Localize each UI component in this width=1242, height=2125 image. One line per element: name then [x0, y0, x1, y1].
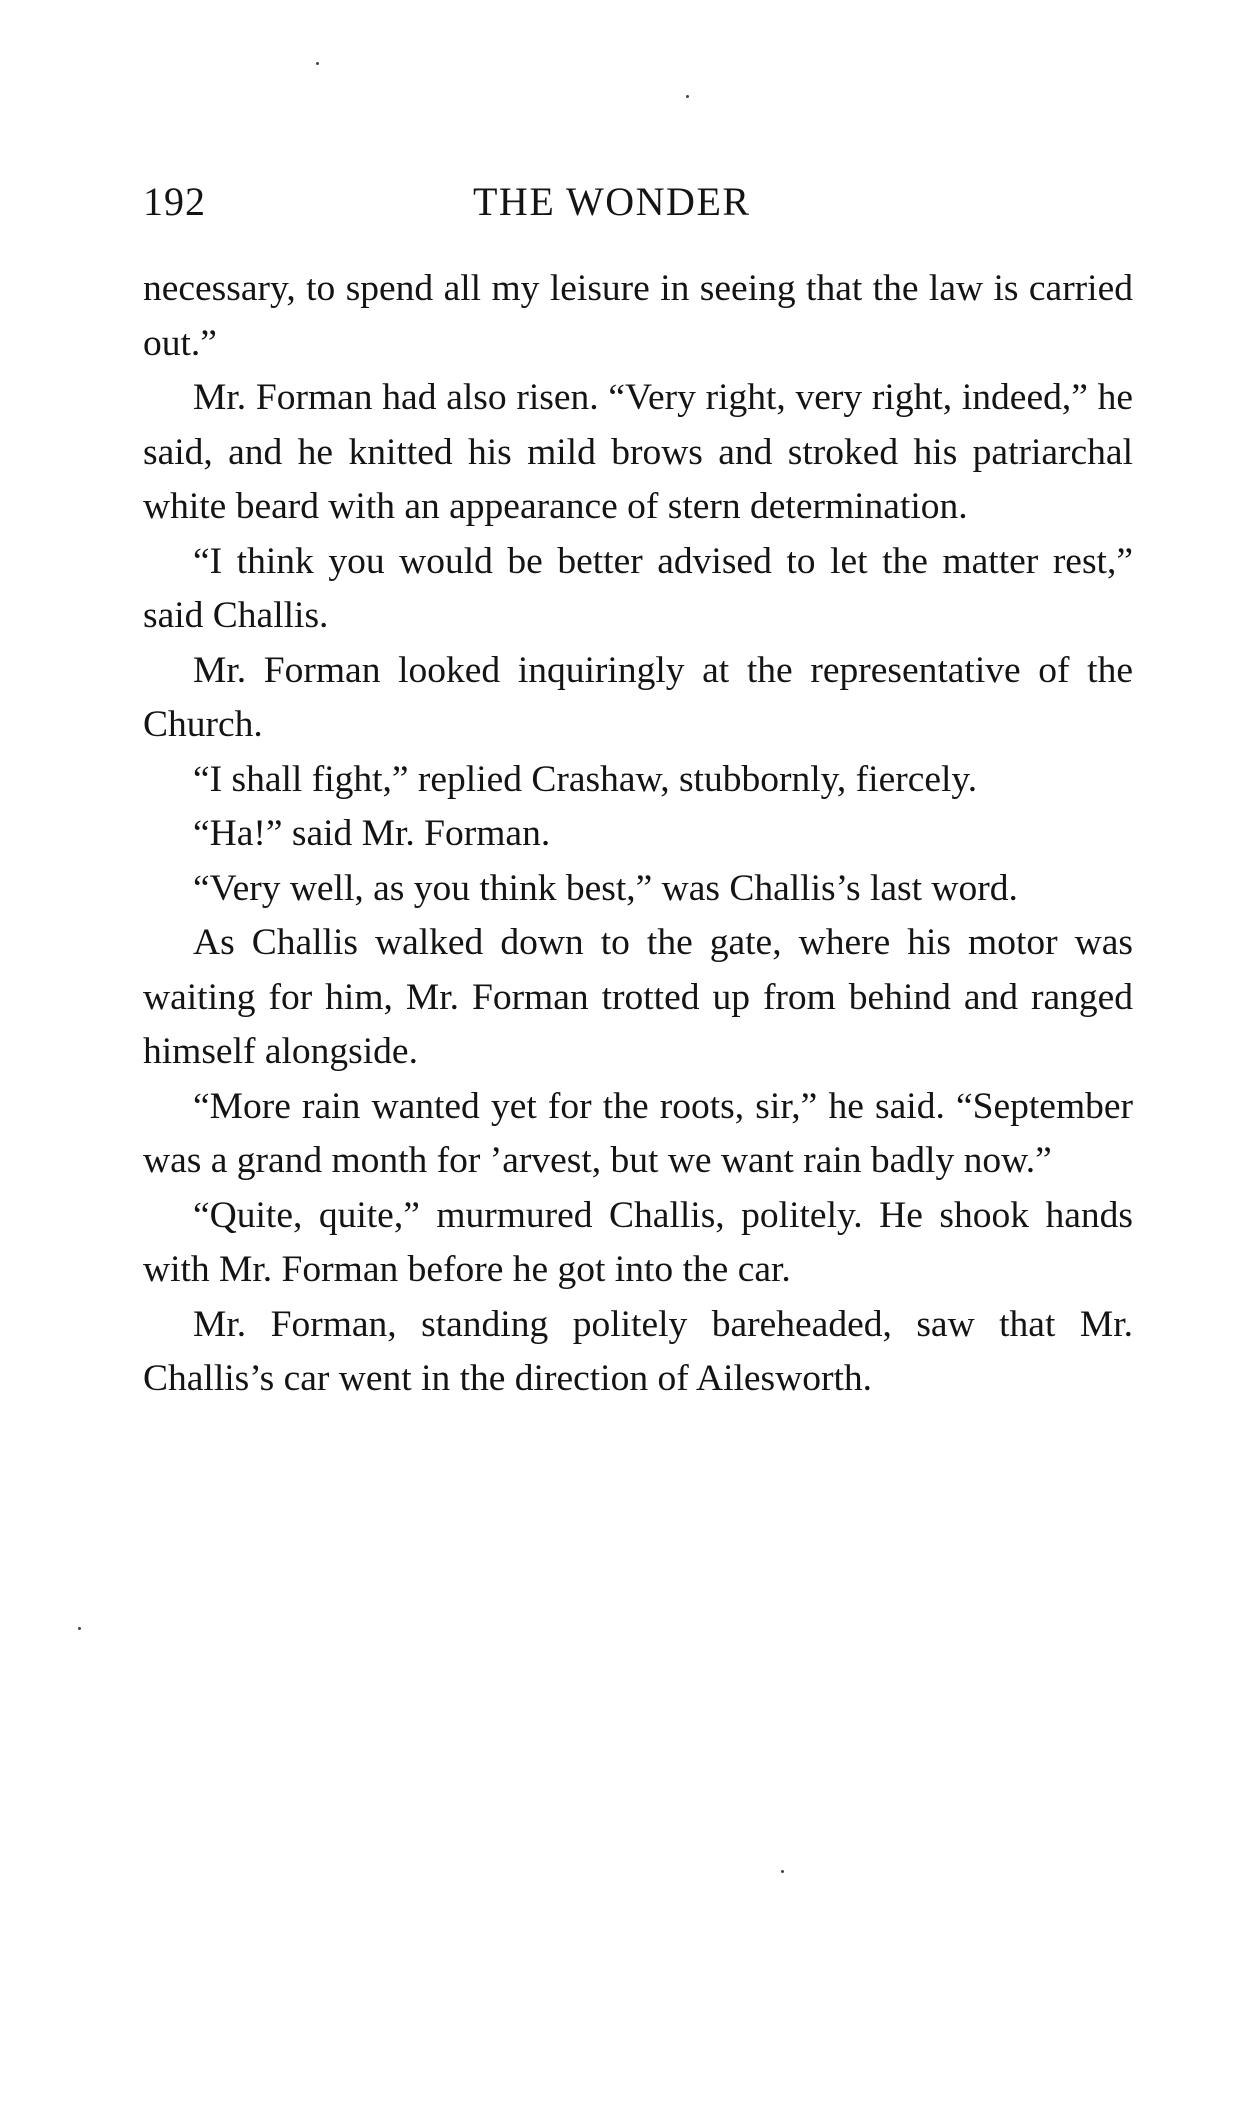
body-text — [143, 262, 1133, 1407]
print-speck — [686, 95, 689, 98]
print-speck — [781, 1870, 784, 1873]
paragraph: “Ha!” said Mr. Forman. — [193, 813, 551, 854]
paragraph: As Challis walked down to the gate, where his motor was waiting for him, Mr. Forman trotted up from behind and ranged himself alongside. — [143, 922, 1133, 1072]
paragraph: Mr. Forman, standing politely bareheaded, saw that Mr. Challis’s car went in the direction of Ailesworth. — [143, 1303, 1133, 1399]
paragraph: Mr. Forman looked inquiringly at the representative of the Church. — [143, 649, 1133, 745]
paragraph: “Very well, as you think best,” was Challis’s last word. — [193, 867, 1018, 909]
print-speck — [316, 62, 319, 65]
paragraph: “Quite, quite,” murmured Challis, politely. He shook hands with Mr. Forman before he got into the car. — [143, 1194, 1133, 1290]
print-speck — [78, 1627, 81, 1630]
running-head-title: THE WONDER — [473, 179, 751, 224]
paragraph: “More rain wanted yet for the roots, sir,” he said. “September was a grand month for ’arvest, but we want rain badly now.” — [143, 1085, 1133, 1181]
page-header — [143, 178, 1133, 228]
paragraph: “I think you would be better advised to let the matter rest,” said Challis. — [143, 540, 1133, 636]
paragraph: “I shall fight,” replied Crashaw, stubbornly, fiercely. — [193, 758, 978, 800]
page-number: 192 — [143, 179, 206, 224]
paragraph: Mr. Forman had also risen. “Very right, very right, indeed,” he said, and he knitted his mild brows and stroked his patriarchal white beard with an appearance of stern determination. — [143, 377, 1133, 527]
paragraph-continuation: necessary, to spend all my leisure in seeing that the law is carried out.” — [143, 268, 1133, 364]
